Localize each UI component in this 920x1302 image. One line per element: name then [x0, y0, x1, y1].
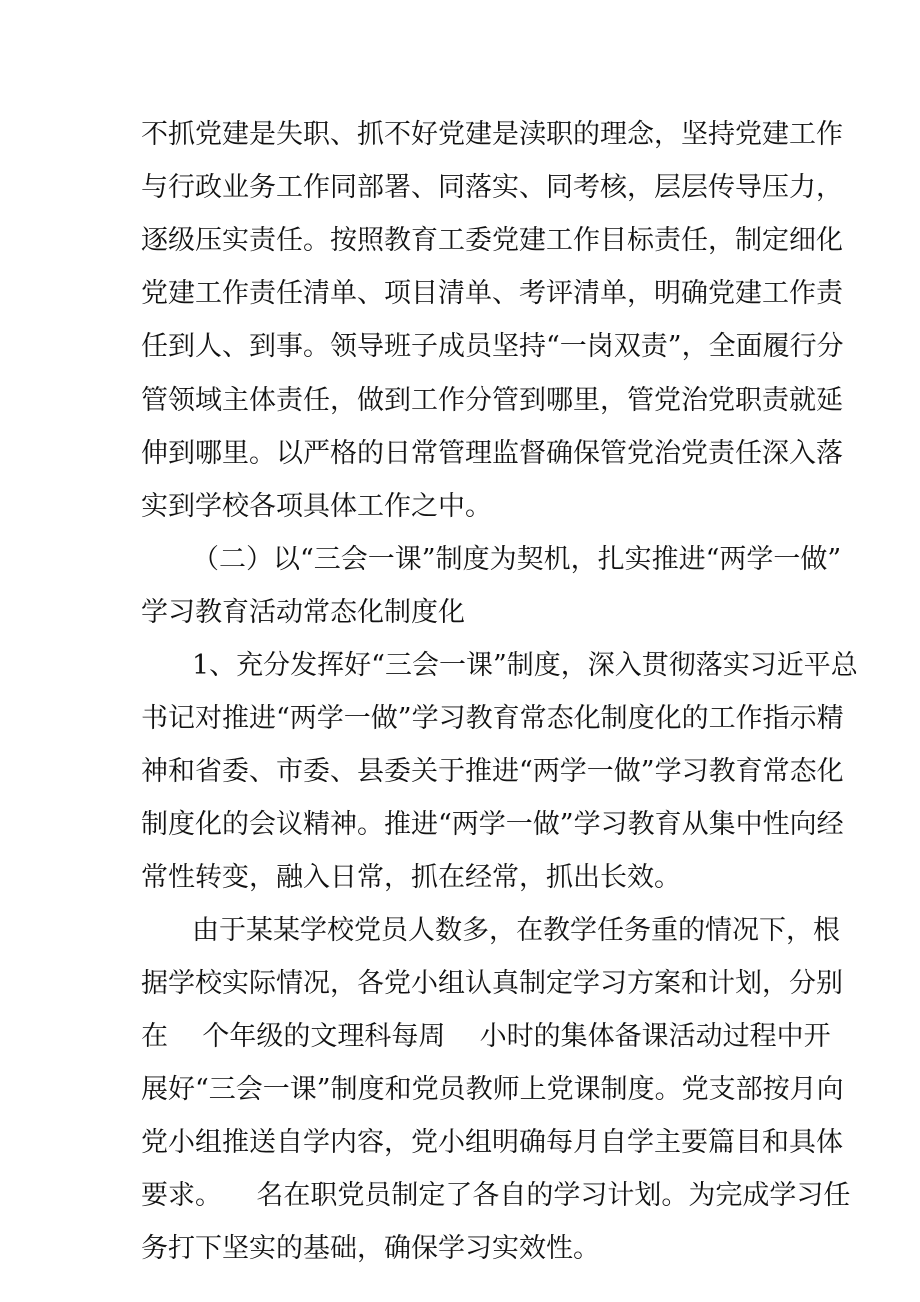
text-line: 在 个年级的文理科每周 小时的集体备课活动过程中开 — [141, 1021, 831, 1052]
text-line: 1、充分发挥好“三会一课”制度，深入贯彻落实习近平总 — [192, 650, 858, 681]
text-line: 要求。 名在职党员制定了各自的学习计划。为完成学习任 — [141, 1180, 851, 1211]
section-heading: （二）以“三会一课”制度为契机，扎实推进“两学一做” — [192, 544, 842, 575]
text-line: 制度化的会议精神。推进“两学一做”学习教育从集中性向经 — [141, 809, 844, 840]
text-line: 管领域主体责任，做到工作分管到哪里，管党治党职责就延 — [141, 385, 843, 416]
text-line: 由于某某学校党员人数多，在教学任务重的情况下，根 — [192, 915, 840, 946]
text-line: 务打下坚实的基础，确保学习实效性。 — [141, 1233, 600, 1264]
text-line: 与行政业务工作同部署、同落实、同考核，层层传导压力， — [141, 172, 843, 203]
text-line: 逐级压实责任。按照教育工委党建工作目标责任，制定细化 — [141, 225, 843, 256]
text-line: 据学校实际情况，各党小组认真制定学习方案和计划，分别 — [141, 968, 843, 999]
text-line: 常性转变，融入日常，抓在经常，抓出长效。 — [141, 862, 681, 893]
text-line: 党小组推送自学内容，党小组明确每月自学主要篇目和具体 — [141, 1127, 843, 1158]
text-line: 不抓党建是失职、抓不好党建是渎职的理念，坚持党建工作 — [141, 119, 843, 150]
text-line: 神和省委、市委、县委关于推进“两学一做”学习教育常态化 — [141, 756, 844, 787]
text-line: 实到学校各项具体工作之中。 — [141, 491, 492, 522]
text-line: 任到人、到事。领导班子成员坚持“一岗双责”，全面履行分 — [141, 331, 844, 362]
text-line: 展好“三会一课”制度和党员教师上党课制度。党支部按月向 — [141, 1074, 844, 1105]
text-line: 党建工作责任清单、项目清单、考评清单，明确党建工作责 — [141, 278, 843, 309]
text-line: 书记对推进“两学一做”学习教育常态化制度化的工作指示精 — [141, 703, 844, 734]
text-line: 伸到哪里。以严格的日常管理监督确保管党治党责任深入落 — [141, 438, 843, 469]
section-heading-continued: 学习教育活动常态化制度化 — [141, 597, 465, 628]
